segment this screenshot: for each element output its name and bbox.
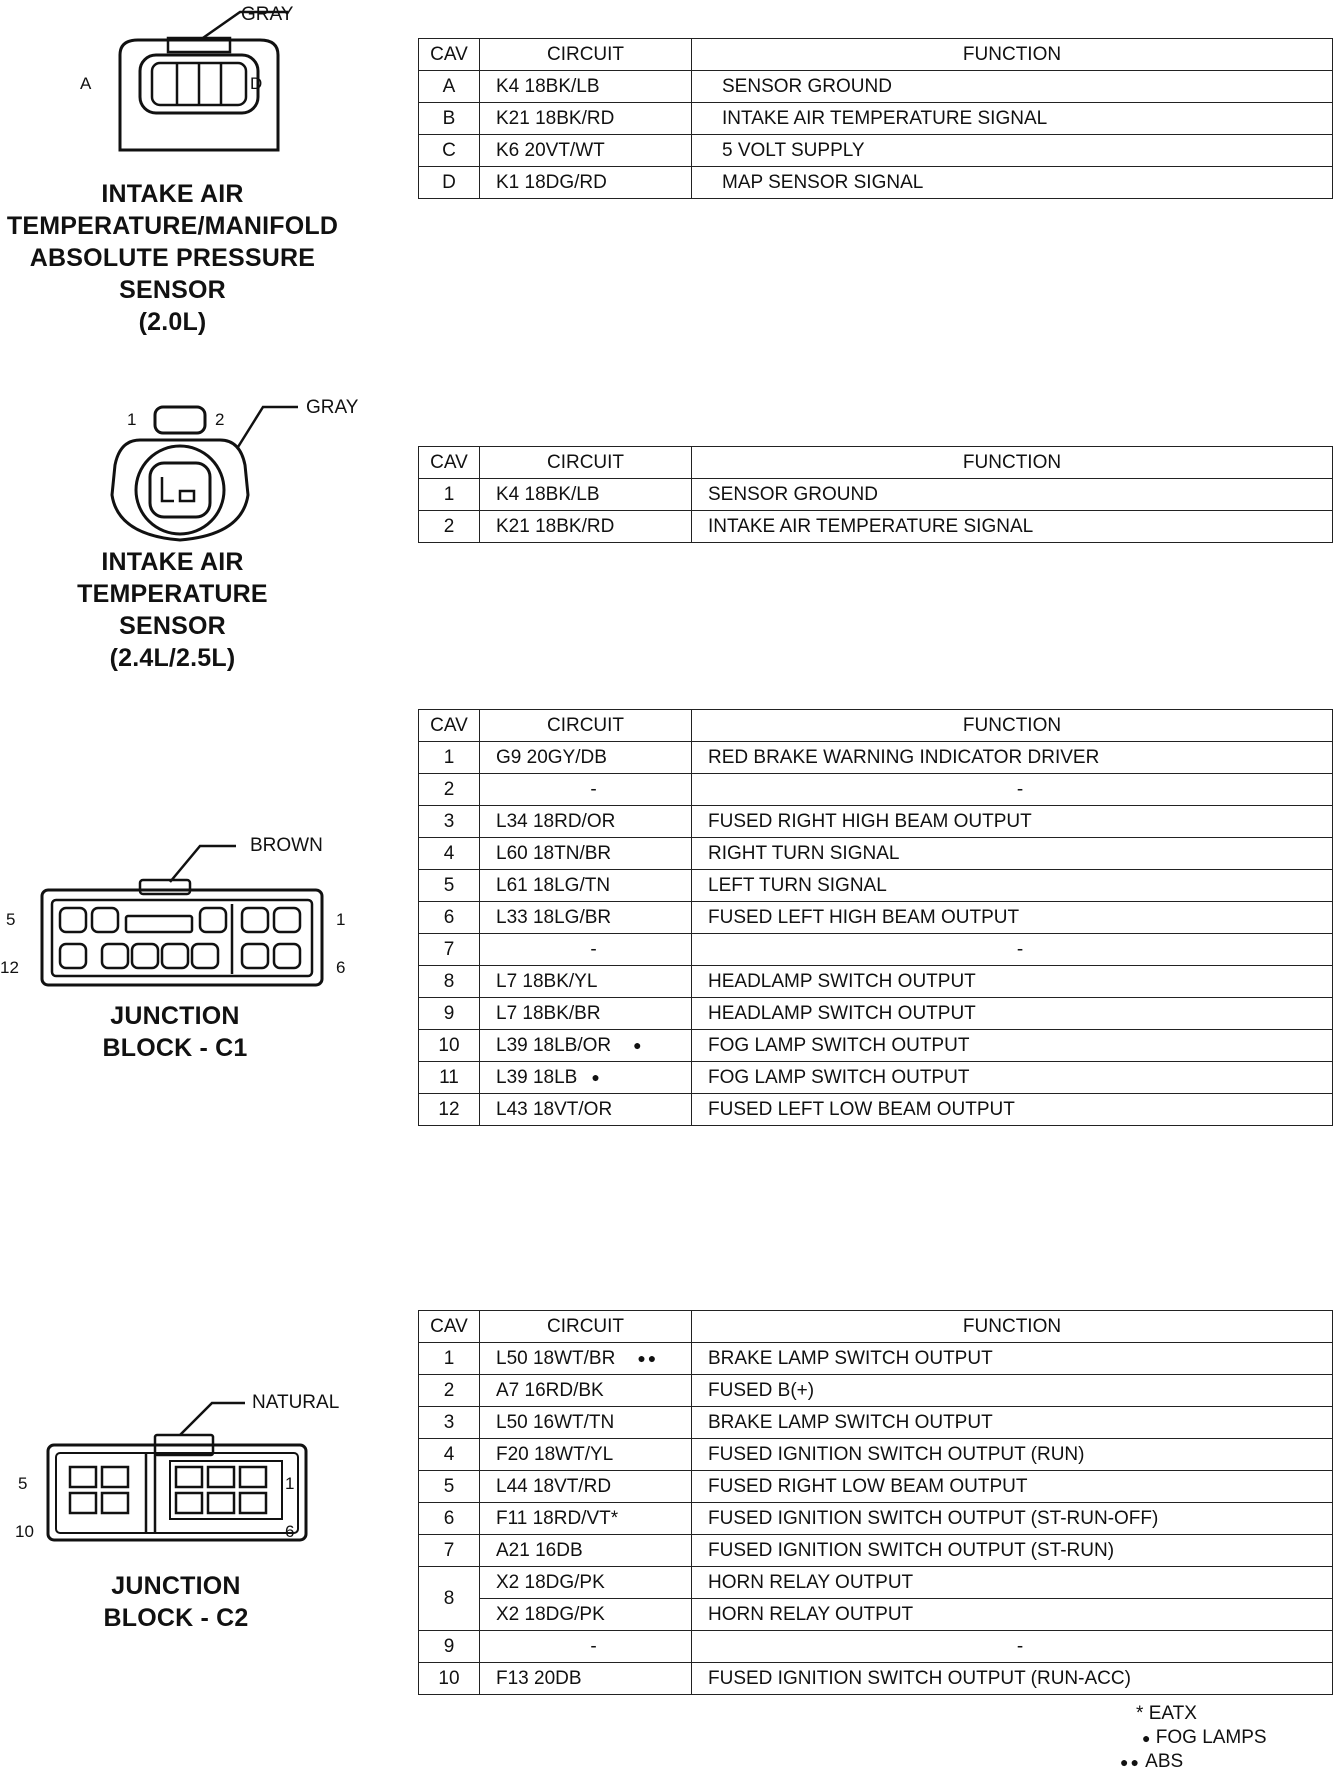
circuit-text: L50 18WT/BR bbox=[496, 1347, 616, 1369]
table-header-row bbox=[419, 1311, 1333, 1343]
pin-label-top-right: 1 bbox=[285, 1474, 295, 1493]
pinout-table bbox=[418, 38, 1333, 199]
connector-caption bbox=[0, 1000, 350, 1064]
legend-item bbox=[1120, 1750, 1267, 1774]
header-circuit: CIRCUIT bbox=[480, 710, 692, 742]
cav-cell: 2 bbox=[419, 774, 480, 806]
function-cell: 5 VOLT SUPPLY bbox=[692, 135, 1333, 167]
function-cell: HEADLAMP SWITCH OUTPUT bbox=[692, 966, 1333, 998]
pin-label-bottom-left: 12 bbox=[0, 958, 19, 977]
table-row bbox=[419, 1407, 1333, 1439]
function-cell: FUSED LEFT LOW BEAM OUTPUT bbox=[692, 1094, 1333, 1126]
pin-label-left: 1 bbox=[127, 410, 137, 429]
caption-line: ABSOLUTE PRESSURE bbox=[29, 244, 316, 272]
function-cell: BRAKE LAMP SWITCH OUTPUT bbox=[692, 1343, 1333, 1375]
cav-cell: 4 bbox=[419, 1439, 480, 1471]
caption-line: SENSOR bbox=[119, 276, 226, 304]
legend bbox=[1120, 1702, 1267, 1774]
function-cell: RIGHT TURN SIGNAL bbox=[692, 838, 1333, 870]
function-cell: FUSED IGNITION SWITCH OUTPUT (ST-RUN-OFF) bbox=[692, 1503, 1333, 1535]
table-row bbox=[419, 966, 1333, 998]
pin-label-right: 2 bbox=[215, 410, 225, 429]
header-function: FUNCTION bbox=[692, 39, 1333, 71]
header-cav: CAV bbox=[419, 39, 480, 71]
connector-caption bbox=[0, 1570, 352, 1634]
cav-cell: 10 bbox=[419, 1663, 480, 1695]
cav-cell: 2 bbox=[419, 511, 480, 543]
header-circuit: CIRCUIT bbox=[480, 1311, 692, 1343]
circuit-cell: X2 18DG/PK bbox=[480, 1567, 692, 1599]
table-row bbox=[419, 1663, 1333, 1695]
dot-icon: ● bbox=[1142, 1730, 1151, 1746]
pin-label-left: A bbox=[80, 74, 92, 93]
circuit-cell: K4 18BK/LB bbox=[480, 479, 692, 511]
pinout-table bbox=[418, 446, 1333, 543]
table-row bbox=[419, 1599, 1333, 1631]
cav-cell: 4 bbox=[419, 838, 480, 870]
table-row bbox=[419, 870, 1333, 902]
cav-cell: 9 bbox=[419, 998, 480, 1030]
cav-cell: 1 bbox=[419, 742, 480, 774]
pin-label-bottom-right: 6 bbox=[336, 958, 346, 977]
table-row bbox=[419, 838, 1333, 870]
connector-color-label: GRAY bbox=[241, 4, 294, 25]
function-cell: FUSED IGNITION SWITCH OUTPUT (ST-RUN) bbox=[692, 1535, 1333, 1567]
circuit-cell: L61 18LG/TN bbox=[480, 870, 692, 902]
circuit-cell: F11 18RD/VT* bbox=[480, 1503, 692, 1535]
pinout-table bbox=[418, 1310, 1333, 1695]
caption-line: JUNCTION bbox=[110, 1002, 240, 1030]
function-cell: FUSED RIGHT HIGH BEAM OUTPUT bbox=[692, 806, 1333, 838]
cav-cell: 8 bbox=[419, 1567, 480, 1631]
caption-line: SENSOR bbox=[119, 612, 226, 640]
header-cav: CAV bbox=[419, 447, 480, 479]
table-row bbox=[419, 1439, 1333, 1471]
function-cell: FUSED RIGHT LOW BEAM OUTPUT bbox=[692, 1471, 1333, 1503]
cav-cell: 1 bbox=[419, 1343, 480, 1375]
table-row bbox=[419, 806, 1333, 838]
caption-line: INTAKE AIR bbox=[101, 180, 244, 208]
circuit-text: L39 18LB/OR bbox=[496, 1034, 612, 1056]
circuit-cell: L34 18RD/OR bbox=[480, 806, 692, 838]
circuit-cell: A7 16RD/BK bbox=[480, 1375, 692, 1407]
function-cell: MAP SENSOR SIGNAL bbox=[692, 167, 1333, 199]
table-header-row bbox=[419, 447, 1333, 479]
function-cell: HEADLAMP SWITCH OUTPUT bbox=[692, 998, 1333, 1030]
function-cell: - bbox=[692, 934, 1333, 966]
circuit-cell: - bbox=[480, 1631, 692, 1663]
table-row bbox=[419, 103, 1333, 135]
connector-color-label: BROWN bbox=[250, 835, 323, 856]
circuit-cell: K21 18BK/RD bbox=[480, 511, 692, 543]
table-row bbox=[419, 1503, 1333, 1535]
circuit-cell: K4 18BK/LB bbox=[480, 71, 692, 103]
table-row bbox=[419, 1631, 1333, 1663]
connector-color-label: GRAY bbox=[306, 397, 359, 418]
circuit-cell: L60 18TN/BR bbox=[480, 838, 692, 870]
table-row bbox=[419, 1030, 1333, 1062]
cav-cell: 3 bbox=[419, 806, 480, 838]
table-row bbox=[419, 774, 1333, 806]
table-row bbox=[419, 998, 1333, 1030]
connector-caption bbox=[0, 546, 345, 674]
circuit-cell: K6 20VT/WT bbox=[480, 135, 692, 167]
legend-label: EATX bbox=[1148, 1703, 1197, 1724]
circuit-cell: L7 18BK/BR bbox=[480, 998, 692, 1030]
table-row bbox=[419, 511, 1333, 543]
pin-label-right: D bbox=[250, 74, 263, 93]
cav-cell: C bbox=[419, 135, 480, 167]
function-cell: - bbox=[692, 1631, 1333, 1663]
circuit-cell: A21 16DB bbox=[480, 1535, 692, 1567]
cav-cell: 6 bbox=[419, 902, 480, 934]
fog-lamps-dot-icon: ● bbox=[633, 1037, 644, 1054]
circuit-cell: K1 18DG/RD bbox=[480, 167, 692, 199]
caption-line: JUNCTION bbox=[111, 1572, 241, 1600]
function-cell: FOG LAMP SWITCH OUTPUT bbox=[692, 1062, 1333, 1094]
header-cav: CAV bbox=[419, 1311, 480, 1343]
cav-cell: 5 bbox=[419, 1471, 480, 1503]
cav-cell: D bbox=[419, 167, 480, 199]
cav-cell: A bbox=[419, 71, 480, 103]
cav-cell: 3 bbox=[419, 1407, 480, 1439]
function-cell: BRAKE LAMP SWITCH OUTPUT bbox=[692, 1407, 1333, 1439]
function-cell: LEFT TURN SIGNAL bbox=[692, 870, 1333, 902]
function-cell: FUSED B(+) bbox=[692, 1375, 1333, 1407]
legend-item bbox=[1120, 1726, 1267, 1750]
cav-cell: 12 bbox=[419, 1094, 480, 1126]
table-row bbox=[419, 902, 1333, 934]
legend-label: ABS bbox=[1145, 1751, 1184, 1772]
circuit-cell: - bbox=[480, 934, 692, 966]
cav-cell: 5 bbox=[419, 870, 480, 902]
circuit-cell bbox=[480, 1030, 692, 1062]
header-function: FUNCTION bbox=[692, 1311, 1333, 1343]
iat-sensor-connector-diagram bbox=[100, 395, 370, 555]
header-function: FUNCTION bbox=[692, 447, 1333, 479]
header-circuit: CIRCUIT bbox=[480, 447, 692, 479]
cav-cell: 9 bbox=[419, 1631, 480, 1663]
caption-line: TEMPERATURE/MANIFOLD bbox=[6, 212, 339, 240]
circuit-cell: F20 18WT/YL bbox=[480, 1439, 692, 1471]
table-row bbox=[419, 934, 1333, 966]
circuit-cell: K21 18BK/RD bbox=[480, 103, 692, 135]
function-cell: HORN RELAY OUTPUT bbox=[692, 1567, 1333, 1599]
function-cell: SENSOR GROUND bbox=[692, 479, 1333, 511]
cav-cell: 2 bbox=[419, 1375, 480, 1407]
table-row bbox=[419, 1375, 1333, 1407]
table-header-row bbox=[419, 710, 1333, 742]
caption-line: BLOCK - C1 bbox=[102, 1034, 248, 1062]
cav-cell: 10 bbox=[419, 1030, 480, 1062]
abs-double-dot-icon: ●● bbox=[637, 1350, 659, 1367]
function-cell: HORN RELAY OUTPUT bbox=[692, 1599, 1333, 1631]
table-row bbox=[419, 1567, 1333, 1599]
double-dot-icon: ●● bbox=[1120, 1754, 1141, 1770]
cav-cell: 7 bbox=[419, 934, 480, 966]
caption-line: (2.4L/2.5L) bbox=[109, 644, 236, 672]
table-row bbox=[419, 1062, 1333, 1094]
caption-line: (2.0L) bbox=[138, 308, 207, 336]
pin-label-top-left: 5 bbox=[6, 910, 16, 929]
circuit-cell: G9 20GY/DB bbox=[480, 742, 692, 774]
function-cell: INTAKE AIR TEMPERATURE SIGNAL bbox=[692, 103, 1333, 135]
pin-label-bottom-left: 10 bbox=[15, 1522, 34, 1541]
legend-item bbox=[1120, 1702, 1267, 1726]
function-cell: RED BRAKE WARNING INDICATOR DRIVER bbox=[692, 742, 1333, 774]
function-cell: FUSED LEFT HIGH BEAM OUTPUT bbox=[692, 902, 1333, 934]
table-row bbox=[419, 1535, 1333, 1567]
caption-line: TEMPERATURE bbox=[77, 580, 268, 608]
table-row bbox=[419, 742, 1333, 774]
circuit-cell: L50 16WT/TN bbox=[480, 1407, 692, 1439]
table-row bbox=[419, 1343, 1333, 1375]
pin-label-bottom-right: 6 bbox=[285, 1522, 295, 1541]
circuit-cell: L43 18VT/OR bbox=[480, 1094, 692, 1126]
table-row bbox=[419, 1094, 1333, 1126]
pin-label-top-left: 5 bbox=[18, 1474, 28, 1493]
circuit-cell: L44 18VT/RD bbox=[480, 1471, 692, 1503]
circuit-cell: F13 20DB bbox=[480, 1663, 692, 1695]
cav-cell: 8 bbox=[419, 966, 480, 998]
function-cell: INTAKE AIR TEMPERATURE SIGNAL bbox=[692, 511, 1333, 543]
connector-caption bbox=[0, 178, 345, 338]
function-cell: - bbox=[692, 774, 1333, 806]
caption-line: INTAKE AIR bbox=[101, 548, 244, 576]
circuit-cell: - bbox=[480, 774, 692, 806]
cav-cell: 7 bbox=[419, 1535, 480, 1567]
pin-label-top-right: 1 bbox=[336, 910, 346, 929]
table-row bbox=[419, 479, 1333, 511]
circuit-cell: L33 18LG/BR bbox=[480, 902, 692, 934]
header-function: FUNCTION bbox=[692, 710, 1333, 742]
caption-line: BLOCK - C2 bbox=[103, 1604, 249, 1632]
circuit-cell: L7 18BK/YL bbox=[480, 966, 692, 998]
circuit-cell bbox=[480, 1062, 692, 1094]
cav-cell: 11 bbox=[419, 1062, 480, 1094]
asterisk-icon: * bbox=[1136, 1703, 1144, 1724]
circuit-cell: X2 18DG/PK bbox=[480, 1599, 692, 1631]
function-cell: FOG LAMP SWITCH OUTPUT bbox=[692, 1030, 1333, 1062]
table-row bbox=[419, 135, 1333, 167]
function-cell: SENSOR GROUND bbox=[692, 71, 1333, 103]
pinout-table bbox=[418, 709, 1333, 1126]
circuit-text: L39 18LB bbox=[496, 1066, 578, 1088]
connector-color-label: NATURAL bbox=[252, 1392, 340, 1413]
header-circuit: CIRCUIT bbox=[480, 39, 692, 71]
header-cav: CAV bbox=[419, 710, 480, 742]
table-row bbox=[419, 167, 1333, 199]
cav-cell: B bbox=[419, 103, 480, 135]
legend-label: FOG LAMPS bbox=[1155, 1727, 1267, 1748]
table-header-row bbox=[419, 39, 1333, 71]
cav-cell: 1 bbox=[419, 479, 480, 511]
table-row bbox=[419, 71, 1333, 103]
fog-lamps-dot-icon: ● bbox=[591, 1069, 602, 1086]
function-cell: FUSED IGNITION SWITCH OUTPUT (RUN-ACC) bbox=[692, 1663, 1333, 1695]
cav-cell: 6 bbox=[419, 1503, 480, 1535]
function-cell: FUSED IGNITION SWITCH OUTPUT (RUN) bbox=[692, 1439, 1333, 1471]
circuit-cell bbox=[480, 1343, 692, 1375]
table-row bbox=[419, 1471, 1333, 1503]
